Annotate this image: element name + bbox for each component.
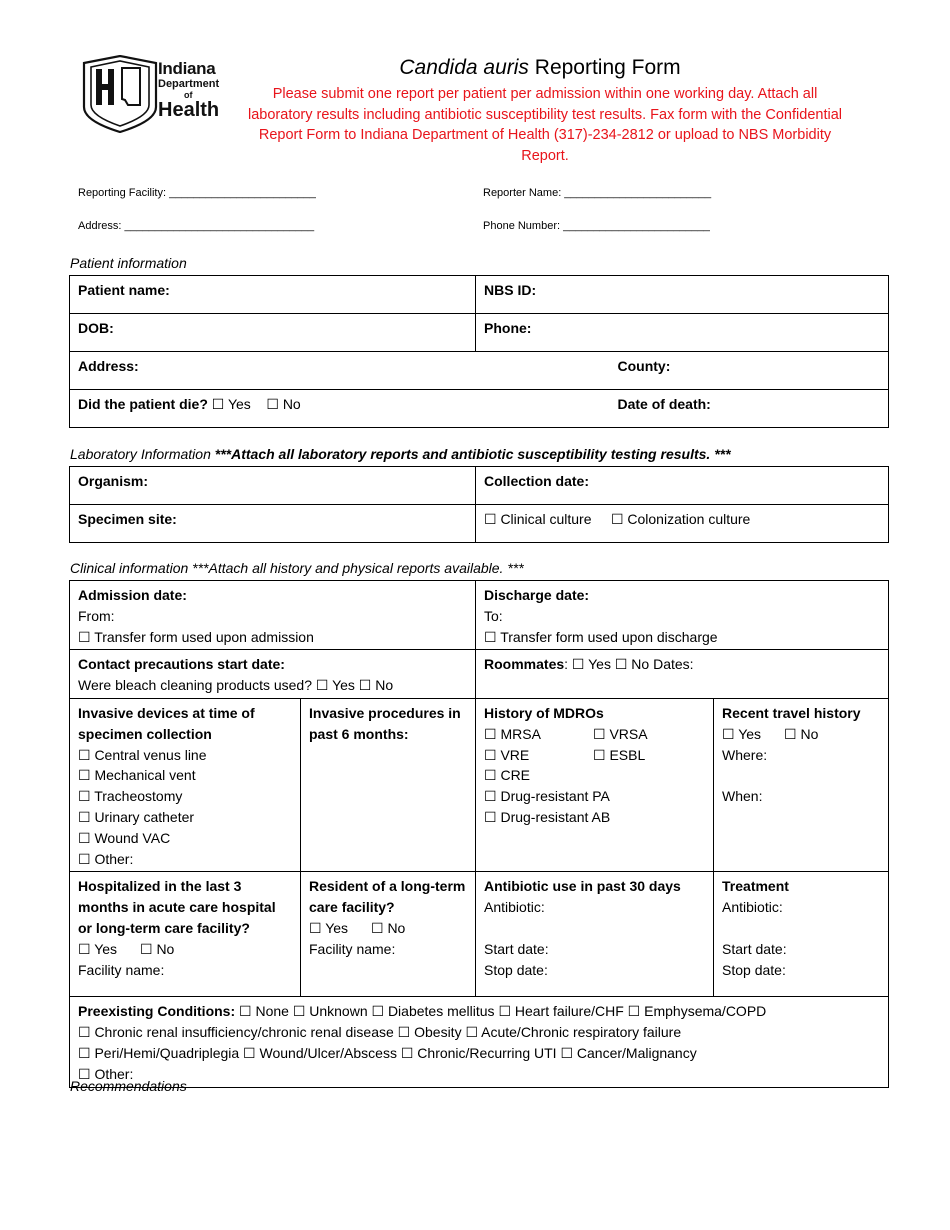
travel-where-field[interactable]: Where: xyxy=(722,746,768,763)
phone-number-field[interactable]: Phone Number: ________________________ xyxy=(483,220,710,232)
reporting-facility-field[interactable]: Reporting Facility: ________________________ xyxy=(78,187,316,199)
invasive-procedures-cell[interactable] xyxy=(301,698,476,871)
county-label: County: xyxy=(617,358,671,374)
ltc-resident-question: Resident of a long-term care facility? xyxy=(309,878,466,916)
travel-history-title: Recent travel history xyxy=(722,704,861,721)
lab-section-caption xyxy=(70,446,731,462)
vrsa-checkbox[interactable]: ☐ VRSA xyxy=(593,725,648,742)
antibiotic-field[interactable]: Antibiotic: xyxy=(484,899,545,916)
mdro-history-cell xyxy=(476,698,714,871)
reporter-name-field[interactable]: Reporter Name: ________________________ xyxy=(483,187,712,199)
submission-instructions: Please submit one report per patient per admission within one working day. Attach all laboratory results including antibiotic susceptibility test results. Fax form with the Confidential Report Form to Indiana Department of Health (317)-234-2812 or upload to NBS Morbidity Report. xyxy=(248,86,842,164)
travel-yes-checkbox[interactable]: ☐ Yes xyxy=(722,725,762,742)
logo-line-health: Health xyxy=(158,99,220,121)
bleach-cleaning-question[interactable]: Were bleach cleaning products used? ☐ Yes ☐ No xyxy=(78,677,394,694)
mdro-history-title: History of MDROs xyxy=(484,704,604,721)
treatment-start-date-field[interactable]: Start date: xyxy=(722,940,787,957)
transfer-admission-checkbox[interactable]: ☐ Transfer form used upon admission xyxy=(78,628,314,645)
phone-label: Phone: xyxy=(484,320,532,336)
treatment-cell xyxy=(714,872,889,997)
mechanical-vent-checkbox[interactable]: ☐ Mechanical vent xyxy=(78,767,196,784)
nbs-id-cell[interactable] xyxy=(476,276,889,314)
logo-line-department: Department xyxy=(158,78,220,90)
date-of-death-cell[interactable] xyxy=(610,390,889,428)
collection-date-cell[interactable] xyxy=(476,467,889,505)
patient-died-yes-checkbox[interactable]: ☐ Yes xyxy=(211,396,251,412)
patient-died-label: Did the patient die? xyxy=(78,396,208,412)
other-device-checkbox[interactable]: ☐ Other: xyxy=(78,850,134,867)
treatment-antibiotic-field[interactable]: Antibiotic: xyxy=(722,899,783,916)
antibiotic-start-date-field[interactable]: Start date: xyxy=(484,940,549,957)
logo-wordmark xyxy=(158,60,219,120)
organism-cell[interactable] xyxy=(70,467,476,505)
hospitalized-cell xyxy=(70,872,301,997)
lab-info-table xyxy=(69,466,889,543)
hospitalized-facility-name-field[interactable]: Facility name: xyxy=(78,961,165,978)
contact-precautions-label: Contact precautions start date: xyxy=(78,656,285,673)
nbs-id-label: NBS ID: xyxy=(484,282,537,298)
invasive-devices-cell xyxy=(70,698,301,871)
discharge-date-label: Discharge date: xyxy=(484,587,590,603)
preexisting-line-2[interactable]: ☐ Chronic renal insufficiency/chronic renal disease ☐ Obesity ☐ Acute/Chronic respiratory failure xyxy=(78,1024,682,1041)
page-title xyxy=(240,56,840,80)
invasive-devices-title: Invasive devices at time of specimen collection xyxy=(78,704,255,742)
patient-died-cell xyxy=(70,390,610,428)
logo-line-of: of xyxy=(184,90,193,100)
esbl-checkbox[interactable]: ☐ ESBL xyxy=(593,746,646,763)
ltc-resident-cell xyxy=(301,872,476,997)
specimen-site-label: Specimen site: xyxy=(78,511,177,527)
travel-when-field[interactable]: When: xyxy=(722,788,763,805)
mrsa-checkbox[interactable]: ☐ MRSA xyxy=(484,725,541,742)
recommendations-heading: Recommendations xyxy=(70,1078,187,1094)
invasive-procedures-title: Invasive procedures in past 6 months: xyxy=(309,704,461,742)
hospitalized-yes-checkbox[interactable]: ☐ Yes xyxy=(78,940,118,957)
vre-checkbox[interactable]: ☐ VRE xyxy=(484,746,530,763)
specimen-site-cell[interactable] xyxy=(70,505,476,543)
patient-died-no-checkbox[interactable]: ☐ No xyxy=(266,396,301,412)
organism-label: Organism: xyxy=(78,473,149,489)
logo-line-indiana: Indiana xyxy=(158,59,216,78)
preexisting-line-4[interactable]: ☐ Other: xyxy=(78,1065,134,1082)
preexisting-line-3[interactable]: ☐ Peri/Hemi/Quadriplegia ☐ Wound/Ulcer/Abscess ☐ Chronic/Recurring UTI ☐ Cancer/Malignancy xyxy=(78,1044,697,1061)
drug-resistant-ab-checkbox[interactable]: ☐ Drug-resistant AB xyxy=(484,808,611,825)
tracheostomy-checkbox[interactable]: ☐ Tracheostomy xyxy=(78,788,183,805)
antibiotic-stop-date-field[interactable]: Stop date: xyxy=(484,961,548,978)
collection-date-label: Collection date: xyxy=(484,473,590,489)
discharge-date-cell xyxy=(476,581,889,650)
clinical-culture-checkbox[interactable]: ☐ Clinical culture xyxy=(484,511,592,527)
roommates-label: Roommates xyxy=(484,656,565,673)
treatment-title: Treatment xyxy=(722,878,789,895)
roommates-cell xyxy=(476,650,889,699)
preexisting-conditions-cell xyxy=(70,997,889,1087)
roommates-options[interactable]: : ☐ Yes ☐ No Dates: xyxy=(564,656,694,673)
dob-cell[interactable] xyxy=(70,314,476,352)
transfer-discharge-checkbox[interactable]: ☐ Transfer form used upon discharge xyxy=(484,628,718,645)
hospitalized-no-checkbox[interactable]: ☐ No xyxy=(140,940,175,957)
patient-name-label: Patient name: xyxy=(78,282,170,298)
admission-date-label: Admission date: xyxy=(78,587,187,603)
discharge-to-field[interactable]: To: xyxy=(484,607,503,624)
patient-section-caption: Patient information xyxy=(70,255,187,271)
date-of-death-label: Date of death: xyxy=(617,396,711,412)
treatment-stop-date-field[interactable]: Stop date: xyxy=(722,961,786,978)
ltc-no-checkbox[interactable]: ☐ No xyxy=(371,919,406,936)
patient-info-table xyxy=(69,275,889,428)
preexisting-conditions-title: Preexisting Conditions: xyxy=(78,1003,236,1020)
ltc-facility-name-field[interactable]: Facility name: xyxy=(309,940,396,957)
dob-label: DOB: xyxy=(78,320,114,336)
travel-history-cell xyxy=(714,698,889,871)
urinary-catheter-checkbox[interactable]: ☐ Urinary catheter xyxy=(78,808,195,825)
central-venus-line-checkbox[interactable]: ☐ Central venus line xyxy=(78,746,207,763)
phone-cell[interactable] xyxy=(476,314,889,352)
drug-resistant-pa-checkbox[interactable]: ☐ Drug-resistant PA xyxy=(484,788,610,805)
culture-type-cell xyxy=(476,505,889,543)
lab-caption-text: Laboratory Information xyxy=(70,446,215,462)
ltc-yes-checkbox[interactable]: ☐ Yes xyxy=(309,919,349,936)
title-rest: Reporting Form xyxy=(528,56,681,79)
patient-name-cell[interactable] xyxy=(70,276,476,314)
clinical-section-caption: Clinical information ***Attach all history and physical reports available. *** xyxy=(70,560,524,576)
antibiotic-use-cell xyxy=(476,872,714,997)
clinical-info-table xyxy=(69,580,889,1088)
preexisting-line-1[interactable]: ☐ None ☐ Unknown ☐ Diabetes mellitus ☐ Heart failure/CHF ☐ Emphysema/COPD xyxy=(235,1003,767,1020)
colonization-culture-checkbox[interactable]: ☐ Colonization culture xyxy=(610,511,751,527)
admission-from-field[interactable]: From: xyxy=(78,607,115,624)
county-cell[interactable] xyxy=(610,352,889,390)
patient-address-cell[interactable] xyxy=(70,352,610,390)
patient-address-label: Address: xyxy=(78,358,139,374)
address-field[interactable]: Address: _______________________________ xyxy=(78,220,315,232)
hospitalized-question: Hospitalized in the last 3 months in acute care hospital or long-term care facility? xyxy=(78,878,276,936)
admission-date-cell xyxy=(70,581,476,650)
wound-vac-checkbox[interactable]: ☐ Wound VAC xyxy=(78,829,171,846)
title-italic: Candida auris xyxy=(399,56,529,79)
antibiotic-use-title: Antibiotic use in past 30 days xyxy=(484,878,681,895)
travel-no-checkbox[interactable]: ☐ No xyxy=(784,725,819,742)
lab-caption-attach-note: ***Attach all laboratory reports and antibiotic susceptibility testing results. *** xyxy=(214,446,731,462)
cre-checkbox[interactable]: ☐ CRE xyxy=(484,767,531,784)
contact-precautions-cell xyxy=(70,650,476,699)
